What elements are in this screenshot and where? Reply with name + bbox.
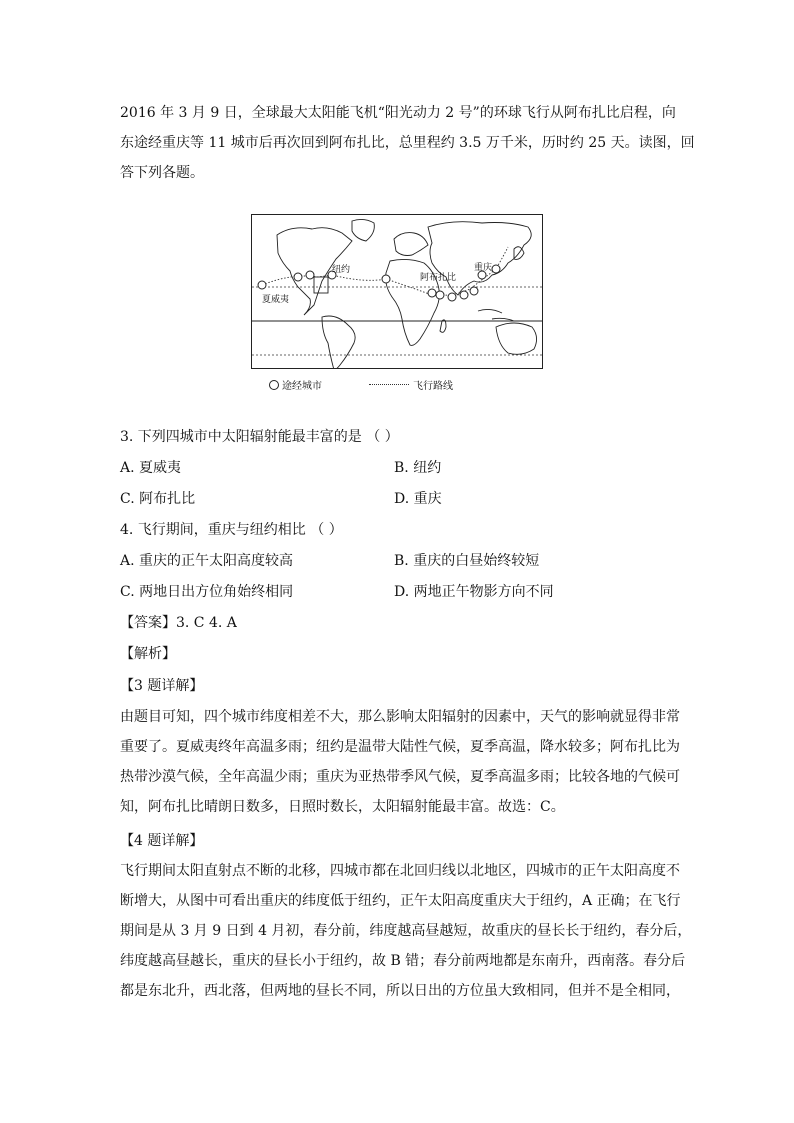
legend-city: 途经城市 <box>269 380 322 394</box>
question-3-option-b: B. 纽约 <box>394 460 442 476</box>
city-marker <box>470 287 478 295</box>
intro-paragraph <box>120 98 695 188</box>
world-map <box>251 214 543 369</box>
city-marker <box>460 291 468 299</box>
question-4-option-c: C. 两地日出方位角始终相同 <box>120 584 294 600</box>
question-4-stem: 4. 飞行期间，重庆与纽约相比 （ ） <box>120 522 343 538</box>
dotted-line-icon <box>369 384 409 385</box>
city-marker <box>428 289 436 297</box>
australia-outline <box>496 323 537 354</box>
indonesia-outline <box>478 309 514 321</box>
city-marker <box>436 291 444 299</box>
q3-detail-heading: 【3 题详解】 <box>120 678 204 694</box>
city-marker <box>492 265 500 273</box>
asia-outline <box>428 222 531 295</box>
city-marker <box>294 273 302 281</box>
intro-line: 东途经重庆等 11 城市后再次回到阿布扎比，总里程约 3.5 万千米，历时约 25 天。读图，回 <box>120 135 695 151</box>
south-america-outline <box>322 316 355 369</box>
europe-outline <box>394 233 428 256</box>
analysis-heading: 【解析】 <box>120 646 176 662</box>
legend-route: 飞行路线 <box>369 380 453 394</box>
answer-line: 【答案】3. C 4. A <box>120 615 237 631</box>
city-marker <box>382 275 390 283</box>
q4-detail-line: 期间是从 3 月 9 日到 4 月初，春分前，纬度越高昼越短，故重庆的昼长长于纽约，春分后， <box>120 923 692 939</box>
question-4-option-d: D. 两地正午物影方向不同 <box>394 584 554 600</box>
question-3-option-c: C. 阿布扎比 <box>120 491 196 507</box>
intro-line: 2016 年 3 月 9 日，全球最大太阳能飞机“阳光动力 2 号”的环球飞行从阿布扎比启程，向 <box>120 105 676 121</box>
question-4-option-a: A. 重庆的正午太阳高度较高 <box>120 553 294 569</box>
q3-detail-line: 知，阿布扎比晴朗日数多，日照时数长，太阳辐射能最丰富。故选：C。 <box>120 799 565 815</box>
greenland-outline <box>352 219 374 241</box>
q3-detail-line: 热带沙漠气候，全年高温少雨；重庆为亚热带季风气候，夏季高温多雨；比较各地的气候可 <box>120 769 680 785</box>
question-3-option-d: D. 重庆 <box>394 491 442 507</box>
q3-detail-line: 由题目可知，四个城市纬度相差不大，那么影响太阳辐射的因素中，天气的影响就显得非常 <box>120 709 680 725</box>
city-marker <box>306 271 314 279</box>
q3-detail-line: 重要了。夏威夷终年高温多雨；纽约是温带大陆性气候，夏季高温，降水较多；阿布扎比为 <box>120 739 680 755</box>
question-3-stem: 3. 下列四城市中太阳辐射能最丰富的是 （ ） <box>120 429 399 445</box>
question-4-option-b: B. 重庆的白昼始终较短 <box>394 553 540 569</box>
intro-line: 答下列各题。 <box>120 165 204 181</box>
circle-icon <box>269 380 279 390</box>
question-3-option-a: A. 夏威夷 <box>120 460 182 476</box>
q3-detail-paragraph <box>120 702 680 822</box>
city-marker <box>448 293 456 301</box>
map-label-abudhabi: 阿布扎比 <box>420 273 457 283</box>
map-label-newyork: 纽约 <box>332 265 351 275</box>
q4-detail-line: 都是东北升，西北落，但两地的昼长不同，所以日出的方位虽大致相同，但并不是全相同， <box>120 983 680 999</box>
q4-detail-line: 纬度越高昼越长，重庆的昼长小于纽约，故 B 错；春分前两地都是东南升，西南落。春分后 <box>120 953 686 969</box>
map-label-chongqing: 重庆 <box>474 263 493 273</box>
map-svg <box>252 215 543 369</box>
world-map-figure <box>251 214 543 399</box>
q4-detail-line: 飞行期间太阳直射点不断的北移，四城市都在北回归线以北地区，四城市的正午太阳高度不 <box>120 863 680 879</box>
city-marker <box>258 281 266 289</box>
map-label-hawaii: 夏威夷 <box>262 295 290 305</box>
madagascar-outline <box>440 320 446 332</box>
q4-detail-line: 断增大，从图中可看出重庆的纬度低于纽约，正午太阳高度重庆大于纽约，A 正确；在飞行 <box>120 893 681 909</box>
q4-detail-heading: 【4 题详解】 <box>120 833 204 849</box>
q4-detail-paragraph <box>120 856 691 1006</box>
